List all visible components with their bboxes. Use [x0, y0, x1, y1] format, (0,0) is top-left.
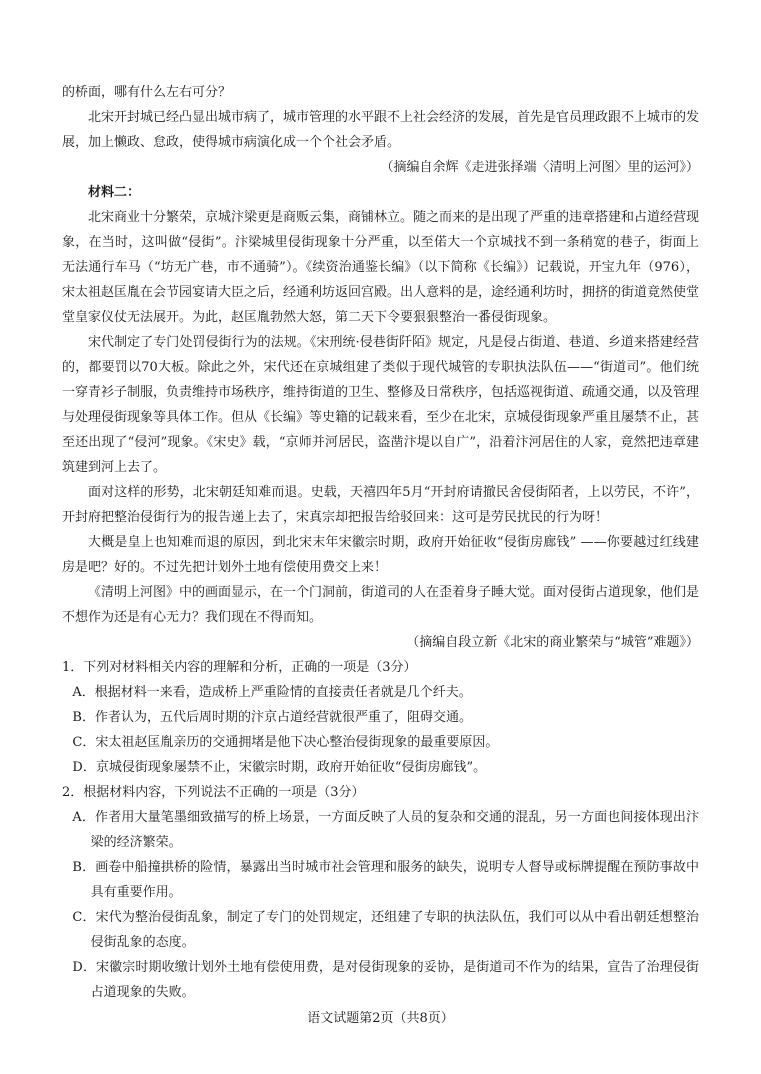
material2-source: （摘编自段立新《北宋的商业繁荣与“城管”难题》）: [406, 635, 699, 650]
question-1-option-b: B．作者认为，五代后周时期的汴京占道经营就很严重了，阻碍交通。: [72, 710, 472, 725]
question-2-option-d: D．宋徽宗时期收缴计划外土地有偿使用费，是对侵街现象的妥协，是街道司不作为的结果，宣告了治理侵街占道现象的失败。: [72, 960, 699, 1000]
question-2-stem: 2．根据材料内容，下列说法不正确的一项是（3分）: [62, 785, 365, 800]
question-2-option-a: A．作者用大量笔墨细致描写的桥上场景，一方面反映了人员的复杂和交通的混乱，另一方面也间接体现出汴梁的经济繁荣。: [72, 810, 699, 850]
material2-paragraph-5: 《清明上河图》中的画面显示，在一个门洞前，街道司的人在歪着身子睡大觉。面对侵街占道现象，他们是不想作为还是有心无力？我们现在不得而知。: [62, 585, 700, 625]
question-2-option-b: B．画卷中船撞拱桥的险情，暴露出当时城市社会管理和服务的缺失，说明专人督导或标牌提醒在预防事故中具有重要作用。: [72, 860, 699, 900]
material2-paragraph-1: 北宋商业十分繁荣，京城汴梁更是商贩云集，商铺林立。随之而来的是出现了严重的违章搭建和占道经营现象，在当时，这叫做“侵街”。汴梁城里侵街现象十分严重，以至偌大一个京城找不到一条稍宽的巷子，街面上无法通行车马（“坊无广巷，市不通骑”）。《续资治通鉴长编》（以下简称《长编》）记载说，开宝九年（976），宋太祖赵匡胤在会节园宴请大臣之后，经通利坊返回宫殿。出人意料的是，途经通利坊时，拥挤的街道竟然使堂堂皇家仪仗无法展开。为此，赵匡胤勃然大怒，第二天下令要狠狠整治一番侵街现象。: [62, 210, 700, 325]
material2-paragraph-3: 面对这样的形势，北宋朝廷知难而退。史载，天禧四年5月“开封府请撤民舍侵街陌者，上以劳民，不许”，开封府把整治侵街行为的报告递上去了，宋真宗却把报告给驳回来：这可是劳民扰民的行为呀！: [62, 485, 699, 525]
material2-title: 材料二：: [88, 185, 141, 200]
material1-paragraph: 北宋开封城已经凸显出城市病了，城市管理的水平跟不上社会经济的发展，首先是官员理政跟不上城市的发展，加上懒政、怠政，使得城市病演化成一个个社会矛盾。: [62, 110, 700, 150]
material2-paragraph-2: 宋代制定了专门处罚侵街行为的法规。《宋刑统·侵巷街阡陌》规定，凡是侵占街道、巷道、乡道来搭建经营的，都要罚以70大板。除此之外，宋代还在京城组建了类似于现代城管的专职执法队伍——“街道司”。他们统一穿青衫子制服，负责维持市场秩序，维持街道的卫生、整修及日常秩序，包括巡视街道、疏通交通，以及管理与处理侵街现象等具体工作。但从《长编》等史籍的记载来看，至少在北宋，京城侵街现象严重且屡禁不止，甚至还出现了“侵河”现象。《宋史》载，“京师并河居民，盗凿汴堤以自广”，沿着汴河居住的人家，竟然把违章建筑建到河上去了。: [62, 335, 700, 475]
question-1-option-c: C．宋太祖赵匡胤亲历的交通拥堵是他下决心整治侵街现象的最重要原因。: [72, 735, 499, 750]
material2-paragraph-4: 大概是皇上也知难而退的原因，到北宋末年宋徽宗时期，政府开始征收“侵街房廊钱” ——你要越过红线建房是吧？好的。不过先把计划外土地有偿使用费交上来！: [62, 535, 699, 575]
question-1-option-a: A．根据材料一来看，造成桥上严重险情的直接责任者就是几个纤夫。: [72, 685, 472, 700]
question-1-stem: 1．下列对材料相关内容的理解和分析，正确的一项是（3分）: [62, 660, 417, 675]
question-1-option-d: D．京城侵街现象屡禁不止，宋徽宗时期，政府开始征收“侵街房廊钱”。: [72, 760, 487, 775]
question-2-option-c: C．宋代为整治侵街乱象，制定了专门的处罚规定，还组建了专职的执法队伍，我们可以从中看出朝廷想整治侵街乱象的态度。: [72, 910, 699, 950]
material1-source: （摘编自余辉《走进张择端〈清明上河图〉里的运河》）: [380, 160, 699, 175]
material1-tail-line: 的桥面，哪有什么左右可分？: [62, 85, 232, 100]
page-footer: 语文试题第2页（共8页）: [307, 1011, 454, 1026]
